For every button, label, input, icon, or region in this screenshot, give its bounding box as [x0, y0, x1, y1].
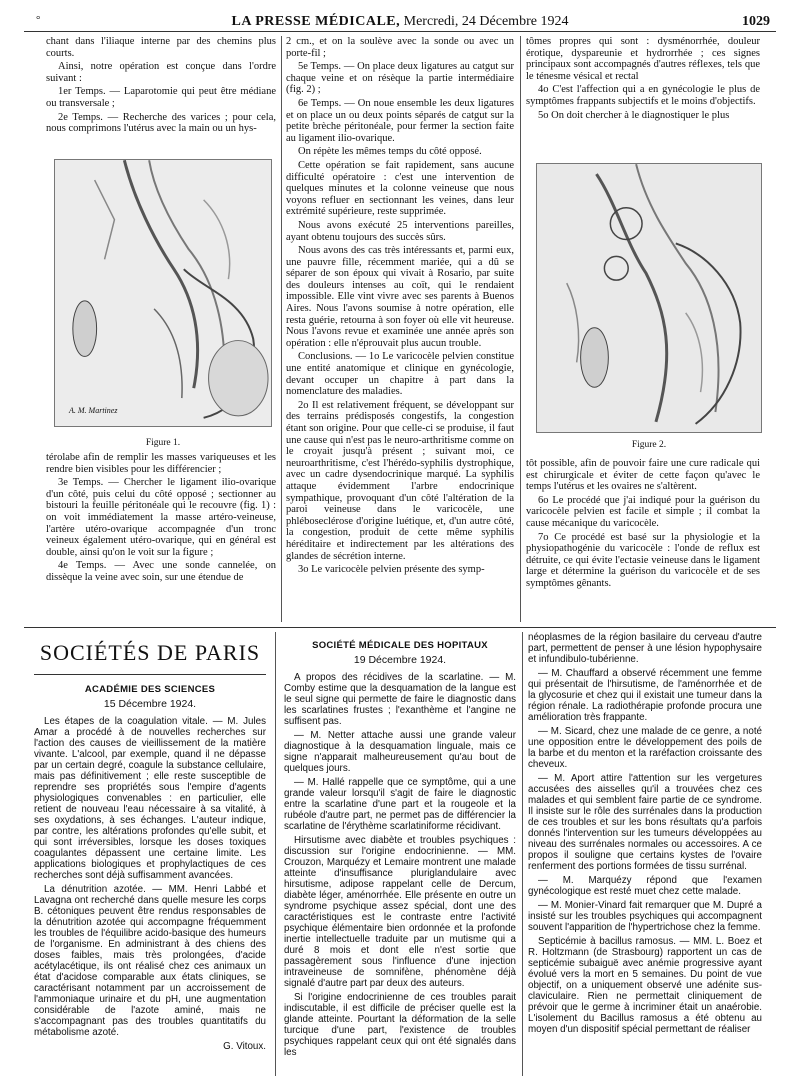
- page-number: 1029: [742, 14, 770, 29]
- paragraph: 3e Temps. — Chercher le ligament ilio-ovarique d'un côté, puis celui du côté opposé ; sectionner au bistouri la feuille péritonéale qui le recouvre (fig. 1) : on voit immédiatement la masse artéro-veineuse, l'artère utéro-ovarique accompagnée d'un tronc veineux également utéro-ovarique, qui en général est double, ainsi qu'on le voit sur la figure ;: [46, 477, 276, 558]
- header-mark: °: [36, 14, 41, 26]
- paragraph: 7o Ce procédé est basé sur la physiologie et la physiopathogénie du varicocèle : l'onde de reflux est détruite, ce qui évite l'ectasie veineuse dans le ligament large et détermine la guérison du varicocèle et de ses symptômes gênants.: [526, 531, 760, 589]
- paragraph: Nous avons des cas très intéressants et, parmi eux, une pauvre fille, récemment mariée, qui a dû se séparer de son époux qui vivait à Rosario, par suite des douleurs intenses au coït, qui le rendaient impossible. Elle vint vivre avec ses parents à Buenos Aires. Nous l'avons soumise à notre opération, elle resta guérie, retourna à son foyer où elle vit heureuse. Nous l'avons revue et examinée une année après son opération : elle n'éprouvait plus aucun trouble.: [286, 245, 514, 349]
- medicale-column: [284, 636, 516, 1076]
- paragraph: 6o Le procédé que j'ai indiqué pour la guérison du varicocèle pelvien est facile et simple ; il combat la cause mécanique du varicocèle.: [526, 494, 760, 529]
- column-divider: [281, 36, 282, 622]
- paragraph: La dénutrition azotée. — MM. Henri Labbé et Lavagna ont recherché dans quelle mesure les corps B. cétoniques peuvent être rendus responsables de la dénutrition azotée qui accompagne fréquemment les troubles de l'équilibre acido-basique des humeurs de l'organisme. En administrant à des chiens des doses faibles, mais très prolongées, d'acide acétylacétique, ils ont réalisé chez ces animaux un état d'acidose comparable aux états cliniques, se caractérisant notamment par un accroissement de l'ammoniaque urinaire et du pH, une augmentation considérable de l'azote aminé, mais ne s'accompagnant pas des troubles quantitatifs du métabolisme azoté.: [34, 884, 266, 1038]
- illustrator-signature: A. M. Martinez: [69, 406, 118, 415]
- paragraph: — M. Monier-Vinard fait remarquer que M. Dupré a insisté sur les troubles psychiques qui accompagnent souvent l'apparition de l'hypertrichose chez la femme.: [528, 900, 762, 933]
- paragraph: Septicémie à bacillus ramosus. — MM. L. Boez et R. Holtzmann (de Strasbourg) rapportent un cas de septicémie subaiguë avec anémie progressive ayant évolué vers la mort en 5 semaines. Du point de vue objectif, on a uniquement observé une adénite sus-claviculaire. Rien ne permettait cliniquement de prévoir que le germe à incriminer était un anaérobie. L'isolement du Bacillus ramosus a été obtenu au moyen d'un dispositif spécial permettant de réaliser: [528, 936, 762, 1035]
- academie-column: [34, 680, 266, 1075]
- paragraph: — M. Chauffard a observé récemment une femme qui présentait de l'hirsutisme, de l'aménorrhée et de la glycosurie et chez qui il existait une tumeur dans la région rénale. La radiothérapie profonde procura une amélioration très frappante.: [528, 668, 762, 723]
- article-column-1-top: [46, 36, 276, 148]
- figure-1-caption: Figure 1.: [145, 438, 181, 448]
- medicale-date: 19 Décembre 1924.: [353, 654, 447, 666]
- figure-2-caption: Figure 2.: [631, 440, 667, 450]
- paragraph: 4e Temps. — Avec une sonde cannelée, on dissèque la veine avec soin, sur une étendue de: [46, 560, 276, 583]
- figure-1-illustration: [54, 159, 272, 427]
- societes-column-3: [528, 632, 762, 1076]
- article-column-3-top: [526, 36, 760, 158]
- column-divider: [522, 632, 523, 1076]
- header-title: [24, 14, 776, 30]
- paragraph: Nous avons exécuté 25 interventions pareilles, ayant obtenu toujours des succès sûrs.: [286, 219, 514, 243]
- paragraph: tôt possible, afin de pouvoir faire une cure radicale qui est chirurgicale et éviter de cette façon qu'avec le temps l'utérus et les ovaires ne s'altèrent.: [526, 458, 760, 493]
- paragraph: 6e Temps. — On noue ensemble les deux ligatures et on place un ou deux points séparés de catgut sur la petite brèche péritonéale, pour fermer la section faite au ligament ilio-ovarique.: [286, 97, 514, 144]
- paragraph: — M. Marquézy répond que l'examen gynécologique est resté muet chez cette malade.: [528, 875, 762, 897]
- paragraph: Ainsi, notre opération est conçue dans l'ordre suivant :: [46, 61, 276, 84]
- paragraph: Cette opération se fait rapidement, sans aucune difficulté opératoire : c'est une intervention de quelques minutes et la colonne veineuse que nous voyons refluer en sectionnant les veines, dans leur extrémité supérieure, reste supprimée.: [286, 159, 514, 218]
- section-title: SOCIÉTÉS DE PARIS: [39, 640, 261, 665]
- column-divider: [520, 36, 521, 622]
- paragraph: térolabe afin de remplir les masses variqueuses et les rendre bien visibles pour les différencier ;: [46, 452, 276, 475]
- article-column-3-bottom: [526, 458, 760, 622]
- paragraph: 3o Le varicocèle pelvien présente des symp-: [298, 564, 485, 576]
- anatomical-drawing-1: [55, 160, 271, 426]
- paragraph: — M. Hallé rappelle que ce symptôme, qui a une grande valeur lorsqu'il s'agit de faire le diagnostic entre la scarlatine d'une part et la rougeole et la rubéole d'autre part, ne permet pas de différencier la scarlatine de l'érythème scarlatiniforme récidivant.: [284, 777, 516, 832]
- article-column-2: [286, 36, 514, 622]
- figure-2-illustration: [536, 163, 762, 433]
- column-divider: [275, 632, 276, 1076]
- paragraph: 2e Temps. — Recherche des varices ; pour cela, nous comprimons l'utérus avec la main ou un hys-: [46, 111, 276, 135]
- section-separator: [24, 627, 776, 628]
- paragraph: 5o On doit chercher à le diagnostiquer le plus: [538, 109, 730, 121]
- paragraph: 5e Temps. — On place deux ligatures au catgut sur chaque veine et on résèque la partie intermédiaire (fig. 2) ;: [286, 61, 514, 96]
- academie-heading: ACADÉMIE DES SCIENCES: [84, 684, 216, 695]
- journal-name: LA PRESSE MÉDICALE,: [231, 14, 401, 29]
- paragraph: A propos des récidives de la scarlatine. — M. Comby estime que la desquamation de la langue est le seul signe qui permette de faire le diagnostic dans les scarlatines frustes ; l'exanthème et l'angine ne suffisent pas.: [284, 672, 516, 727]
- title-rule: [34, 674, 266, 675]
- article-column-1-bottom: [46, 452, 276, 622]
- paragraph: Conclusions. — 1o Le varicocèle pelvien constitue une entité anatomique et clinique en gynécologie, devant occuper un chapitre à part dans la nomenclature des maladies.: [286, 351, 514, 398]
- paragraph: Hirsutisme avec diabète et troubles psychiques : discussion sur l'origine endocrinienne. — MM. Crouzon, Marquézy et Lemaire montrent une malade atteinte d'insuffisance pluriglandulaire avec hirsutisme, adipose rappelant celle de Dercum, diabète léger, aménorrhée. Elle présente en outre un syndrome psychique assez spécial, dont une des caractéristiques est le contraste entre l'activité psychique élémentaire bien ordonnée et la profonde inertie intellectuelle traduite par un mutisme qui a duré 8 mois et dont elle n'est sortie que passagèrement sous l'influence d'une injection intraveineuse de somnifène, phénomène déjà signalé d'autre part par deux des auteurs.: [284, 835, 516, 989]
- anatomical-drawing-2: [537, 164, 761, 432]
- paragraph: — M. Sicard, chez une malade de ce genre, a noté une opposition entre le développement des poils de la barbe et du menton et la raréfaction croissante des cheveux.: [528, 726, 762, 770]
- paragraph: 1er Temps. — Laparotomie qui peut être médiane ou transversale ;: [46, 86, 276, 109]
- issue-date: Mercredi, 24 Décembre 1924: [403, 14, 569, 29]
- medicale-heading: SOCIÉTÉ MÉDICALE DES HOPITAUX: [312, 640, 488, 651]
- paragraph: 2 cm., et on la soulève avec la sonde ou avec un porte-fil ;: [286, 36, 514, 59]
- paragraph: — M. Aport attire l'attention sur les vergetures accusées des aisselles qu'il a trouvées chez ces malades et qui semblent faire partie de ce syndrome. Il insiste sur le rôle des surrénales dans la production de ces troubles et sur les bons résultats qu'a parfois donnés l'intervention sur les tumeurs développées au niveau des surrénales normales ou accessoires. A ce propos il souligne que certains kystes de l'ovaire renferment des portions formées de tissu surrénal.: [528, 773, 762, 872]
- paragraph: — M. Netter attache aussi une grande valeur diagnostique à la desquamation linguale, mais ce signe n'apparait malheureusement qu'au bout de quelques jours.: [284, 730, 516, 774]
- paragraph: 4o C'est l'affection qui a en gynécologie le plus de symptômes frappants subjectifs et le moins d'objectifs.: [526, 84, 760, 107]
- paragraph: néoplasmes de la région basilaire du cerveau d'autre part, permettent de penser à une lésion hypophysaire et infundibulo-tubérienne.: [528, 632, 762, 665]
- paragraph: 2o Il est relativement fréquent, se développant sur des terrains prédisposés congestifs, la congestion étant son origine. Pour que celle-ci se produise, il faut une cause qui n'est pas le neuro-arthritisme comme on le croyait jusqu'à présent ; suivant moi, ce neuroarthritisme, c'est l'hérédo-syphilis dystrophique, avec un cadre dysendocrinique marqué. La syphilis attaque évidemment l'arbre endocrinique sympathique, provoquant d'un côté l'altération de la paroi veineuse dans le varicocèle, une phléboseclérose d'origine luétique, et, d'un autre côté, la congestion, produit de cette même syphilis héréditaire et indirectement par les altérations des glandes de sécrétion interne.: [286, 399, 514, 562]
- academie-date: 15 Décembre 1924.: [103, 698, 197, 710]
- paragraph: On répète les mêmes temps du côté opposé.: [298, 146, 482, 158]
- page-header: [24, 14, 776, 32]
- author-signature: G. Vitoux.: [223, 1041, 266, 1052]
- paragraph: Les étapes de la coagulation vitale. — M. Jules Amar a procédé à de nouvelles recherches sur l'action des causes de vieillissement de la matière vivante. L'alcool, par exemple, quand il ne dépasse par un certain degré, coagule la substance cellulaire, mais pas définitivement ; elle reste susceptible de reprendre ses propriétés sous l'empire d'agents physiologiques convenables : en particulier, elle retient de nouveau l'eau nécessaire à sa vitalité, à ses oxydations, à ses échanges. L'auteur indique, par contre, les altérations profondes qu'elle subit, et qui sont irréversibles, lorsque les doses toxiques coagulantes dépassent une certaine limite. Les applications biologiques et prophylactiques de ces recherches sont déjà suffisamment avancées.: [34, 716, 266, 881]
- paragraph: Si l'origine endocrinienne de ces troubles parait indiscutable, il est difficile de préciser quelle est la glande atteinte. Pourtant la déformation de la selle turcique d'une part, l'existence de troubles psychiques rappelant ceux qui ont été signalés dans les: [284, 992, 516, 1058]
- paragraph: chant dans l'iliaque interne par des chemins plus courts.: [46, 36, 276, 59]
- paragraph: tômes propres qui sont : dysménorrhée, douleur érotique, dyspareunie et hydrorrhée ; ces signes principaux sont accompagnés d'autres réflexes, tels que le ténesme vésical et rectal: [526, 36, 760, 82]
